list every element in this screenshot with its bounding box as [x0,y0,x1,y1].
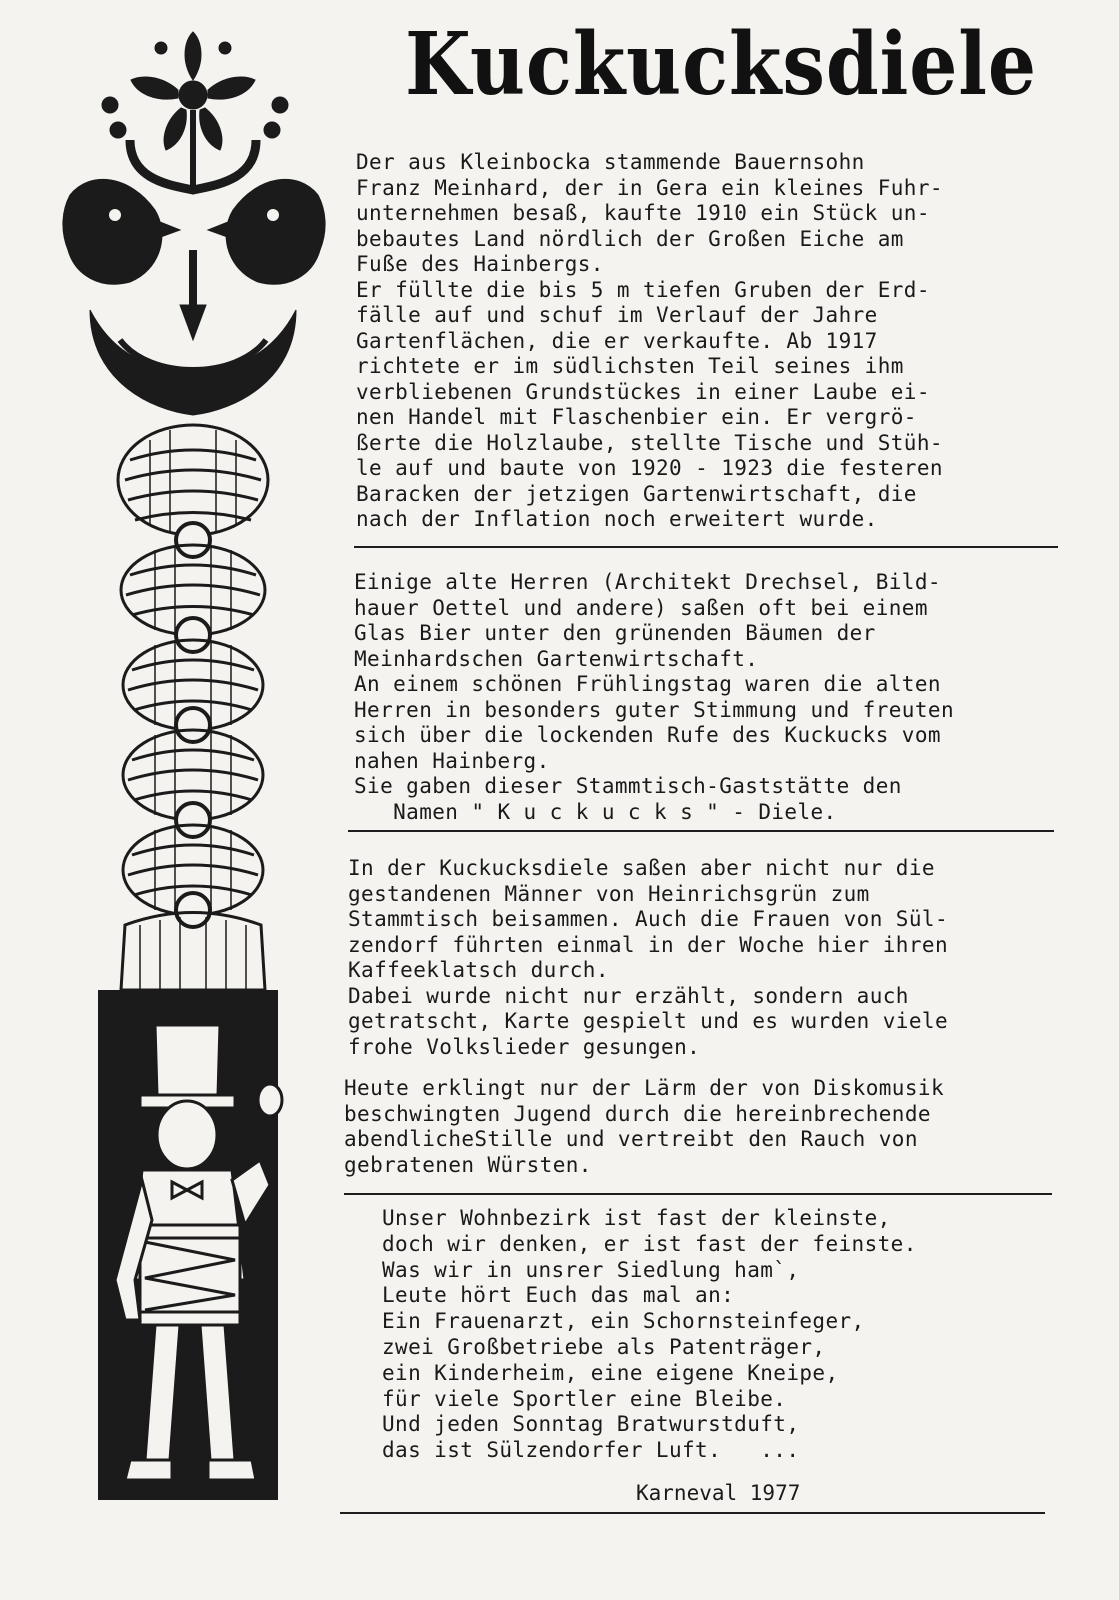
text-line: unternehmen besaß, kaufte 1910 ein Stück un- [356,201,930,225]
text-line: An einem schönen Frühlingstag waren die alten [354,672,941,696]
text-line: le auf und baute von 1920 - 1923 die festeren [356,456,943,480]
poem-line: das ist Sülzendorfer Luft. ... [382,1438,800,1463]
text-line: nach der Inflation noch erweitert wurde. [356,507,878,531]
text-line: Meinhardschen Gartenwirtschaft. [354,646,759,671]
drummer-column-illustration [60,20,330,1560]
text-line: Gartenflächen, die er verkaufte. Ab 1917 [356,328,878,353]
text-line: Baracken der jetzigen Gartenwirtschaft, die [356,481,917,506]
poem-line: Unser Wohnbezirk ist fast der kleinste, [382,1206,891,1230]
text-line: Franz Meinhard, der in Gera ein kleines Fuhr- [356,175,943,200]
poem-line: Leute hört Euch das mal an: [382,1283,735,1308]
page-title: Kuckucksdiele [405,14,1037,115]
text-line: gebratenen Würsten. [344,1152,592,1177]
text-line: abendlicheStille und vertreibt den Rauch von [344,1127,918,1151]
text-line: Namen " K u c k u c k s " - Diele. [354,799,837,824]
carnival-poem [382,1206,1102,1464]
history-paragraph [356,150,1076,533]
poem-line: Was wir in unsrer Siedlung ham`, [382,1257,800,1282]
text-line: bebautes Land nördlich der Großen Eiche am [356,226,904,251]
stammtisch-paragraph [348,856,1068,1060]
segment-1 [118,425,268,535]
text-line: fälle auf und schuf im Verlauf der Jahre [356,303,878,327]
naming-paragraph [354,570,1074,825]
poem-line: Ein Frauenarzt, ein Schornsteinfeger, [382,1309,865,1334]
text-line: gestandenen Männer von Heinrichsgrün zum [348,881,870,906]
text-line: getratscht, Karte gespielt und es wurden viele [348,1009,948,1033]
poem-signature: Karneval 1977 [636,1481,801,1505]
text-line: ßerte die Holzlaube, stellte Tische und Stüh- [356,430,943,455]
text-line: nen Handel mit Flaschenbier ein. Er vergrö- [356,405,917,429]
section-divider [348,830,1054,832]
text-line: Stammtisch beisammen. Auch die Frauen von Sül- [348,907,948,931]
text-line: In der Kuckucksdiele saßen aber nicht nur die [348,856,935,880]
bottom-divider [340,1512,1045,1514]
text-line: Heute erklingt nur der Lärm der von Diskomusik [344,1076,944,1100]
text-line: hauer Oettel und andere) saßen oft bei einem [354,595,928,620]
text-line: beschwingten Jugend durch die hereinbrechende [344,1101,931,1126]
text-line: Sie gaben dieser Stammtisch-Gaststätte den [354,774,902,798]
flower-ornament-icon [102,32,288,190]
text-line: Der aus Kleinbocka stammende Bauernsohn [356,150,865,174]
section-divider [354,546,1058,548]
poem-line: Und jeden Sonntag Bratwurstduft, [382,1412,800,1437]
column-segments [118,425,268,990]
bird-right-icon [208,179,325,284]
poem-line: ein Kinderheim, eine eigene Kneipe, [382,1360,839,1385]
text-line: frohe Volkslieder gesungen. [348,1034,701,1059]
text-line: Glas Bier unter den grünenden Bäumen der [354,621,876,645]
today-paragraph [344,1076,1064,1178]
text-line: verbliebenen Grundstückes in einer Laube ei- [356,379,930,404]
section-divider [344,1193,1052,1195]
bird-left-icon [63,179,180,284]
text-line: sich über die lockenden Rufe des Kuckucks vom [354,723,941,747]
drummer-figure [98,990,282,1500]
text-line: richtete er im südlichsten Teil seines ihm [356,354,904,378]
poem-line: doch wir denken, er ist fast der feinste. [382,1231,917,1256]
text-line: Einige alte Herren (Architekt Drechsel, Bild- [354,570,941,594]
text-line: nahen Hainberg. [354,748,550,773]
poem-line: für viele Sportler eine Bleibe. [382,1386,787,1411]
text-line: Fuße des Hainbergs. [356,252,604,276]
text-line: Kaffeeklatsch durch. [348,958,609,982]
text-line: Herren in besonders guter Stimmung und freuten [354,697,954,722]
text-line: Dabei wurde nicht nur erzählt, sondern auch [348,983,909,1008]
text-line: zendorf führten einmal in der Woche hier ihren [348,932,948,957]
text-line: Er füllte die bis 5 m tiefen Gruben der Erd- [356,277,930,302]
poem-line: zwei Großbetriebe als Patenträger, [382,1334,826,1359]
